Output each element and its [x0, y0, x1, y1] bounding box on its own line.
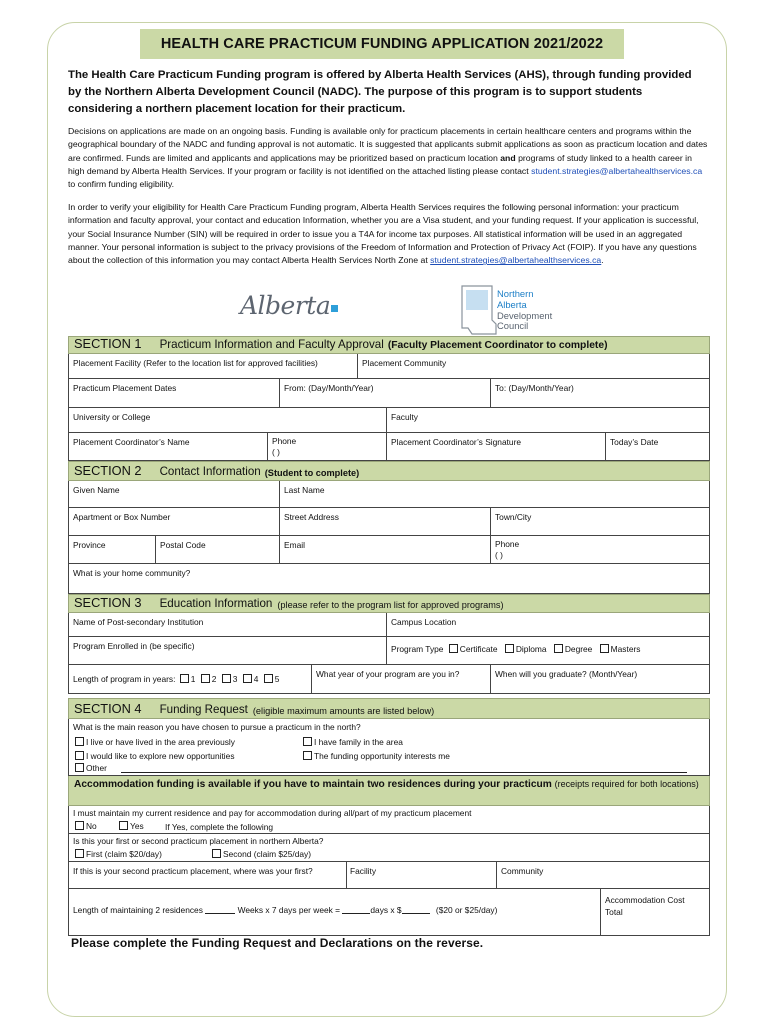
para2-text: In order to verify your eligibility for Health Care Practicum Funding program, Alberta Health Services requires the following personal information: your practicum information and faculty approval, your contact and education Information, whether you are a Visa student, and your funding request. If your application is successful, your Social Insurance Number (SIN) will be required in order to issue you a T4A for income tax purposes. All statistical information will be used in an aggregated manner. Your personal information is subject to the privacy provisions of the Freedom of Information and Protection of Privacy Act (FOIP). If you have any questions about the collection of this information you may contact Alberta Health Services North Zone at — [68, 202, 699, 266]
if-yes-note: If Yes, complete the following — [165, 822, 274, 832]
decisions-paragraph — [68, 125, 708, 191]
year-3-label: 3 — [232, 674, 238, 684]
section-4-label: SECTION 4 — [74, 701, 142, 716]
nadc-line-4: Council — [497, 320, 529, 332]
reason-other-option — [75, 763, 107, 773]
placement-facility-field[interactable]: Placement Facility (Refer to the location list for approved facilities) — [69, 354, 358, 378]
nadc-logo-text — [497, 289, 552, 332]
section-4-name: Funding Request — [159, 703, 248, 716]
university-field[interactable]: University or College — [69, 408, 387, 432]
degree-checkbox[interactable] — [554, 644, 563, 653]
rate-note: ($20 or $25/day) — [435, 905, 498, 915]
maintain-yes-checkbox[interactable] — [119, 821, 128, 830]
section-3-name: Education Information — [159, 597, 273, 610]
given-name-field[interactable]: Given Name — [69, 481, 280, 507]
section-1-label: SECTION 1 — [74, 336, 142, 351]
coordinator-phone-paren: ( ) — [272, 447, 280, 457]
para1-text-c: to confirm funding eligibility. — [68, 179, 175, 190]
accommodation-total-field[interactable] — [601, 889, 709, 935]
practicum-dates-label: Practicum Placement Dates — [69, 379, 280, 407]
postal-code-field[interactable]: Postal Code — [156, 536, 280, 563]
reason-explore-option — [75, 751, 235, 761]
accommodation-cost-label: Accommodation Cost — [605, 895, 685, 905]
year-4-checkbox[interactable] — [243, 674, 252, 683]
coordinator-phone-label: Phone — [272, 436, 297, 446]
section-1-name: Practicum Information and Faculty Approval — [159, 338, 384, 351]
year-5-checkbox[interactable] — [264, 674, 273, 683]
street-address-field[interactable]: Street Address — [280, 508, 491, 535]
reason-other-input[interactable] — [121, 772, 687, 773]
s1-row-university — [68, 408, 710, 433]
s1-row-coordinator — [68, 433, 710, 461]
first-placement-label: First (claim $20/day) — [86, 849, 162, 859]
coordinator-name-field[interactable]: Placement Coordinator’s Name — [69, 433, 268, 460]
section-3-label: SECTION 3 — [74, 595, 142, 610]
s2-row-province — [68, 536, 710, 564]
student-phone-label: Phone — [495, 539, 520, 549]
section-4-note: (eligible maximum amounts are listed below) — [252, 706, 435, 716]
student-phone-paren: ( ) — [495, 550, 503, 560]
s1-row-facility — [68, 354, 710, 379]
maintain-no-option — [75, 821, 97, 831]
section-2-header — [68, 461, 710, 481]
contact-email-link[interactable]: student.strategies@albertahealthservices.ca — [531, 165, 703, 176]
s3-row-length — [68, 665, 710, 694]
accommodation-header — [68, 776, 710, 806]
first-community-field[interactable]: Community — [501, 866, 544, 876]
province-field[interactable]: Province — [69, 536, 156, 563]
north-zone-email-link[interactable]: student.strategies@albertahealthservices.ca — [430, 255, 602, 266]
to-date-field[interactable]: To: (Day/Month/Year) — [495, 383, 574, 393]
nadc-line-1: Northern — [497, 288, 534, 299]
reason-question: What is the main reason you have chosen to pursue a practicum in the north? — [73, 722, 361, 732]
footer-instruction: Please complete the Funding Request and Declarations on the reverse. — [71, 936, 484, 950]
reason-explore-label: I would like to explore new opportunities — [86, 751, 235, 761]
s4-first-second — [68, 834, 710, 862]
application-form — [68, 336, 710, 936]
section-1-note: (Faculty Placement Coordinator to complete) — [387, 340, 608, 351]
accommodation-heading: Accommodation funding is available if you have to maintain two residences during your practicum — [74, 779, 552, 790]
cost-calculation — [69, 889, 601, 935]
s3-row-institution — [68, 613, 710, 637]
alberta-logo — [240, 291, 338, 320]
second-placement-option — [212, 849, 311, 859]
reason-funding-checkbox[interactable] — [303, 751, 312, 760]
program-length-group — [69, 665, 312, 693]
section-3-note: (please refer to the program list for approved programs) — [277, 600, 504, 610]
rate-input[interactable] — [402, 913, 430, 914]
second-placement-checkbox[interactable] — [212, 849, 221, 858]
reason-explore-checkbox[interactable] — [75, 751, 84, 760]
coordinator-phone-field[interactable] — [268, 433, 387, 460]
privacy-paragraph — [68, 201, 708, 267]
coordinator-signature-field[interactable]: Placement Coordinator’s Signature — [387, 433, 606, 460]
todays-date-field[interactable]: Today’s Date — [610, 437, 659, 447]
certificate-checkbox[interactable] — [449, 644, 458, 653]
reason-other-checkbox[interactable] — [75, 763, 84, 772]
first-placement-checkbox[interactable] — [75, 849, 84, 858]
s3-row-program — [68, 637, 710, 665]
s4-cost — [68, 889, 710, 936]
section-1-header — [68, 336, 710, 354]
placement-community-field[interactable]: Placement Community — [362, 358, 447, 368]
campus-location-field[interactable]: Campus Location — [391, 617, 457, 627]
weeks-x-days-label: Weeks x 7 days per week = — [237, 905, 341, 915]
reason-family-label: I have family in the area — [314, 737, 403, 747]
s4-reasons — [68, 719, 710, 776]
section-2-note: (Student to complete) — [264, 468, 360, 478]
reason-lived-checkbox[interactable] — [75, 737, 84, 746]
diploma-checkbox[interactable] — [505, 644, 514, 653]
degree-label: Degree — [564, 644, 593, 654]
program-enrolled-field[interactable]: Program Enrolled in (be specific) — [69, 637, 387, 664]
second-placement-label: Second (claim $25/day) — [223, 849, 311, 859]
first-placement-question: If this is your second practicum placement, where was your first? — [69, 862, 347, 888]
s2-row-home — [68, 564, 710, 594]
email-field[interactable]: Email — [280, 536, 491, 563]
weeks-input[interactable] — [205, 913, 235, 914]
year-5-label: 5 — [274, 674, 280, 684]
reason-lived-option — [75, 737, 235, 747]
days-input[interactable] — [342, 913, 370, 914]
program-type-label: Program Type — [391, 644, 444, 654]
first-facility-field[interactable]: Facility — [346, 862, 497, 888]
accommodation-note: (receipts required for both locations) — [554, 779, 699, 789]
masters-label: Masters — [610, 644, 641, 654]
days-x-dollar-label: days x $ — [370, 905, 402, 915]
first-placement-option — [75, 849, 162, 859]
nadc-line-2: Alberta — [497, 298, 527, 310]
para1-text-b: programs of study linked to a health career in high demand by Alberta Health Services. If your program or facility is not identified on the attached listing please contact — [68, 152, 692, 176]
s2-row-name — [68, 481, 710, 508]
current-year-field[interactable]: What year of your program are you in? — [312, 665, 491, 693]
alberta-logo-text: Alberta — [240, 291, 331, 320]
institution-field[interactable]: Name of Post-secondary Institution — [69, 613, 387, 636]
reason-family-checkbox[interactable] — [303, 737, 312, 746]
nadc-line-3: Development — [497, 309, 553, 321]
year-3-checkbox[interactable] — [222, 674, 231, 683]
intro-paragraph: The Health Care Practicum Funding program is offered by Alberta Health Services (AHS), through funding provided by the Northern Alberta Development Council (NADC). The purpose of this program is to support students considering a northern placement location for their practicum. — [68, 69, 692, 115]
maintain-no-checkbox[interactable] — [75, 821, 84, 830]
year-4-label: 4 — [253, 674, 259, 684]
section-2-name: Contact Information — [159, 465, 261, 478]
faculty-field[interactable]: Faculty — [391, 412, 418, 422]
certificate-label: Certificate — [459, 644, 498, 654]
program-type-group — [387, 637, 709, 664]
form-title: HEALTH CARE PRACTICUM FUNDING APPLICATION 2021/2022 — [140, 29, 624, 59]
s1-row-dates — [68, 379, 710, 408]
section-4-header — [68, 698, 710, 719]
year-1-label: 1 — [190, 674, 196, 684]
from-date-field[interactable]: From: (Day/Month/Year) — [280, 379, 491, 407]
year-2-label: 2 — [211, 674, 217, 684]
s4-maintain — [68, 806, 710, 834]
maintain-question: I must maintain my current residence and pay for accommodation during all/part of my practicum placement — [73, 808, 472, 818]
year-1-checkbox[interactable] — [180, 674, 189, 683]
program-length-label: Length of program in years: — [73, 674, 176, 684]
reason-family-option — [303, 737, 403, 747]
para2-end: . — [601, 255, 604, 266]
year-2-checkbox[interactable] — [201, 674, 210, 683]
maintain-yes-label: Yes — [130, 821, 144, 831]
para1-and: and — [500, 152, 516, 163]
reason-funding-option — [303, 751, 450, 761]
alberta-logo-square — [331, 305, 338, 312]
length-residences-label: Length of maintaining 2 residences — [73, 905, 203, 915]
masters-checkbox[interactable] — [600, 644, 609, 653]
student-phone-field[interactable] — [491, 536, 709, 563]
para1-text-a: Decisions on applications are made on an ongoing basis. Funding is available only for practicum placements in certain healthcare centers and programs within the geographical boundary of the NADC and funding approval is not automatic. It is suggested that applicants submit applications as soon as practicum location and dates are confirmed. Funds are limited and applicants and applications may be prioritized based on practicum location — [68, 126, 708, 163]
graduation-date-field[interactable]: When will you graduate? (Month/Year) — [495, 669, 638, 679]
section-2-label: SECTION 2 — [74, 463, 142, 478]
total-label: Total — [605, 906, 623, 917]
reason-other-label: Other — [86, 763, 107, 773]
diploma-label: Diploma — [515, 644, 547, 654]
section-3-header — [68, 594, 710, 613]
first-second-question: Is this your first or second practicum placement in northern Alberta? — [73, 836, 324, 846]
reason-funding-label: The funding opportunity interests me — [314, 751, 450, 761]
s4-first-location — [68, 862, 710, 889]
apartment-field[interactable]: Apartment or Box Number — [69, 508, 280, 535]
last-name-field[interactable]: Last Name — [284, 485, 325, 495]
maintain-yes-option — [119, 821, 144, 831]
town-city-field[interactable]: Town/City — [495, 512, 532, 522]
maintain-no-label: No — [86, 821, 97, 831]
reason-lived-label: I live or have lived in the area previously — [86, 737, 235, 747]
s2-row-address — [68, 508, 710, 536]
home-community-field[interactable]: What is your home community? — [73, 568, 191, 578]
